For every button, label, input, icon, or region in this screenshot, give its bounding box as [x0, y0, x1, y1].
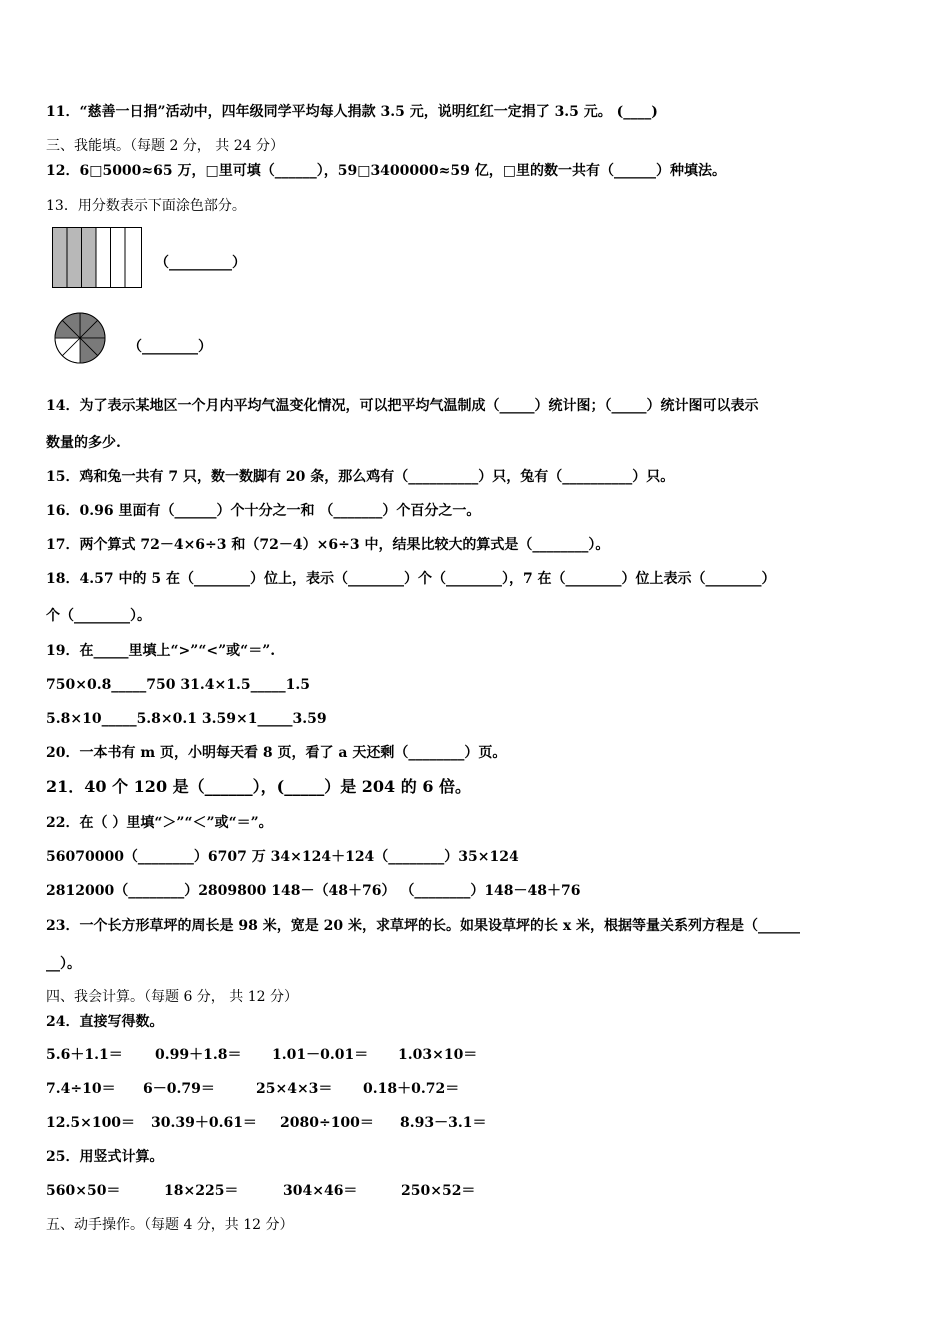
question-22: 22．在（ ）里填“＞”“＜”或“＝”。	[46, 815, 273, 831]
question-19-row-1: 750×0.8_____750 31.4×1.5_____1.5	[46, 677, 310, 693]
question-18-line-1: 18．4.57 中的 5 在（________）位上，表示（________）个（________），7 在（________）位上表示（________）	[46, 571, 776, 587]
q25-item: 18×225＝	[164, 1183, 239, 1199]
question-24: 24．直接写得数。	[46, 1014, 164, 1030]
q24-row-1-item: 1.03×10＝	[398, 1047, 478, 1063]
section-4-heading: 四、我会计算。（每题 6 分， 共 12 分）	[46, 989, 298, 1005]
question-19: 19．在_____里填上“>”“<”或“＝”.	[46, 643, 276, 659]
question-15: 15．鸡和兔一共有 7 只，数一数脚有 20 条，那么鸡有（__________）只，兔有（__________）只。	[46, 469, 675, 485]
question-16: 16．0.96 里面有（______）个十分之一和 （_______）个百分之一。	[46, 503, 481, 519]
question-17: 17．两个算式 72－4×6÷3 和（72－4）×6÷3 中，结果比较大的算式是（________）。	[46, 537, 610, 553]
question-14-line-2: 数量的多少.	[46, 435, 121, 451]
q24-row-1-item: 0.99＋1.8＝	[155, 1047, 242, 1063]
q24-row-3-item: 8.93－3.1＝	[400, 1115, 487, 1131]
question-12: 12．6□5000≈65 万，□里可填（______），59□3400000≈59 亿，□里的数一共有（______）种填法。	[46, 163, 726, 179]
q24-row-2-item: 25×4×3＝	[256, 1081, 333, 1097]
strip-empty	[111, 228, 126, 288]
question-23-line-1: 23．一个长方形草坪的周长是 98 米，宽是 20 米，求草坪的长。如果设草坪的长 x 米，根据等量关系列方程是（______	[46, 918, 801, 934]
strip-shaded	[53, 228, 68, 288]
q24-row-1-item: 5.6＋1.1＝	[46, 1047, 123, 1063]
section-5-heading: 五、动手操作。（每题 4 分，共 12 分）	[46, 1217, 294, 1233]
question-22-row-1: 56070000（________）6707 万 34×124＋124（________）35×124	[46, 849, 519, 865]
question-14-line-1: 14．为了表示某地区一个月内平均气温变化情况，可以把平均气温制成（_____）统计图；（_____）统计图可以表示	[46, 398, 759, 414]
section-3-heading: 三、我能填。（每题 2 分， 共 24 分）	[46, 138, 284, 154]
rectangle-fraction-figure	[52, 227, 142, 288]
question-13-answer-b: （________）	[128, 339, 212, 355]
q24-row-2-item: 0.18＋0.72＝	[363, 1081, 460, 1097]
q24-row-3-item: 30.39＋0.61＝	[151, 1115, 257, 1131]
q25-item: 250×52＝	[401, 1183, 476, 1199]
q24-row-2-item: 7.4÷10＝	[46, 1081, 116, 1097]
q24-row-1-item: 1.01－0.01＝	[272, 1047, 369, 1063]
question-25: 25．用竖式计算。	[46, 1149, 164, 1165]
question-23-line-2: __）。	[46, 956, 81, 972]
q24-row-3-item: 2080÷100＝	[280, 1115, 374, 1131]
strip-empty	[96, 228, 111, 288]
question-11: 11．“慈善一日捐”活动中，四年级同学平均每人捐款 3.5 元，说明红红一定捐了 3.5 元。 (____)	[46, 104, 658, 120]
question-22-row-2: 2812000（________）2809800 148－（48＋76） （________）148－48＋76	[46, 883, 581, 899]
question-18-line-2: 个（________）。	[46, 608, 151, 624]
question-20: 20．一本书有 m 页，小明每天看 8 页，看了 a 天还剩（________）页。	[46, 745, 507, 761]
strip-empty	[125, 228, 142, 288]
q24-row-3-item: 12.5×100＝	[46, 1115, 136, 1131]
question-13-answer-a: （_________）	[155, 255, 246, 271]
question-13: 13．用分数表示下面涂色部分。	[46, 198, 246, 214]
q24-row-2-item: 6－0.79＝	[143, 1081, 215, 1097]
strip-shaded	[67, 228, 82, 288]
question-19-row-2: 5.8×10_____5.8×0.1 3.59×1_____3.59	[46, 711, 327, 727]
q25-item: 304×46＝	[283, 1183, 358, 1199]
strip-shaded	[82, 228, 97, 288]
circle-fraction-figure	[53, 311, 107, 365]
q25-item: 560×50＝	[46, 1183, 121, 1199]
question-21: 21．40 个 120 是（______），(_____）是 204 的 6 倍。	[46, 777, 472, 796]
